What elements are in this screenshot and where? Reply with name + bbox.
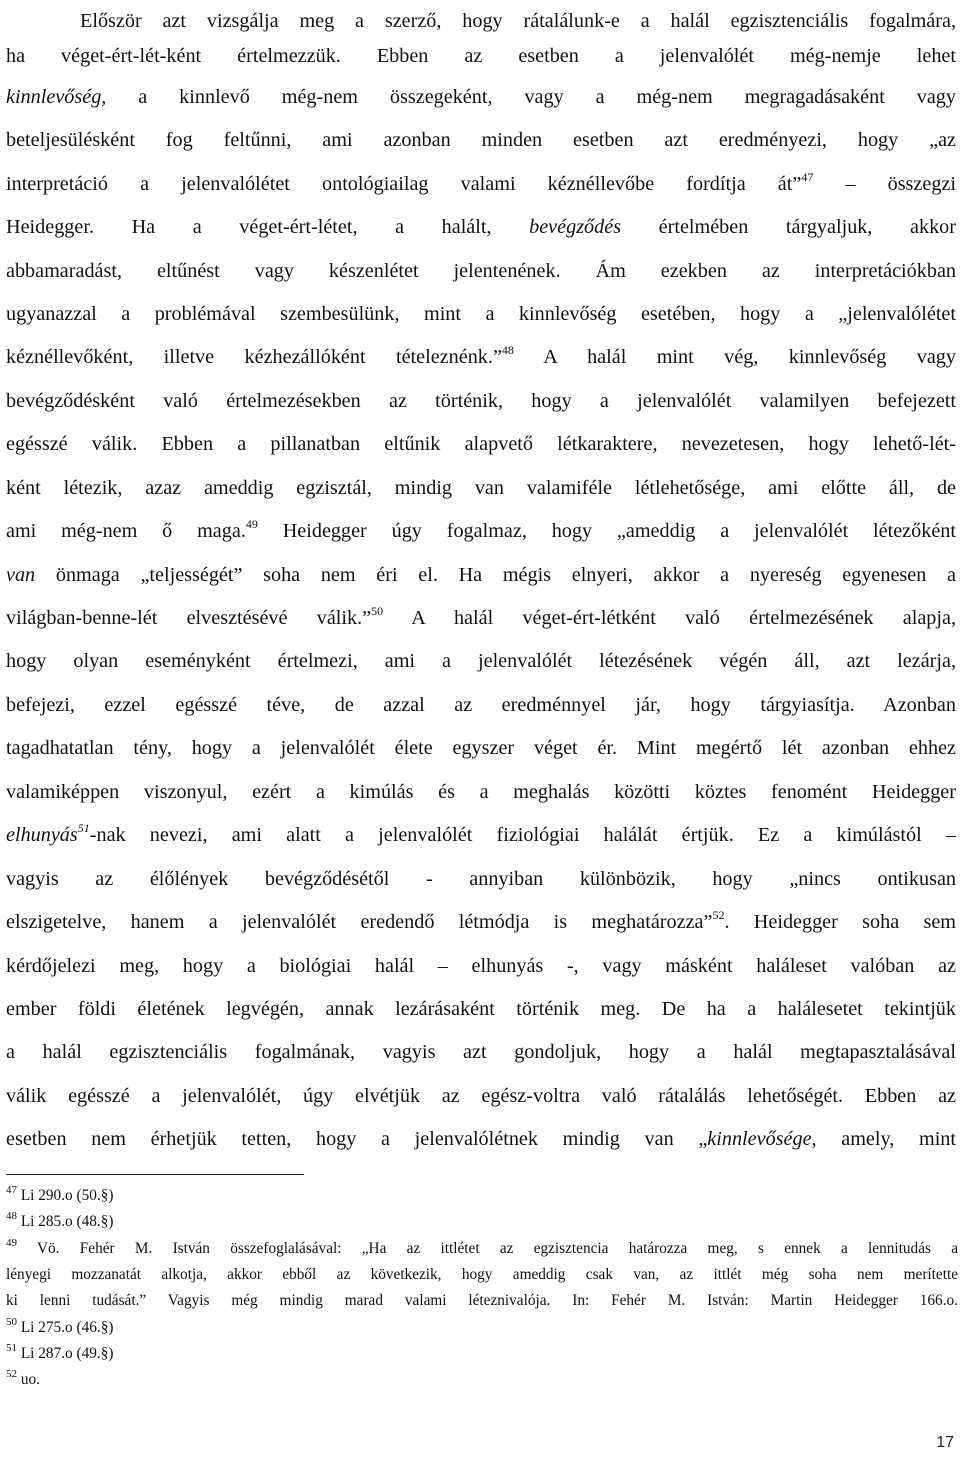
text-line: ha véget-ért-lét-ként értelmezzük. Ebben az esetben a jelenvalólét még-nemje lehet [6,45,956,67]
text-line: Először azt vizsgálja meg a szerző, hogy rátalálunk-e a halál egzisztenciális fogalmára, [80,10,956,32]
footnote-ref: 49 [245,517,258,531]
footnote: $^{47}$ Li 290.o (50.§) [6,1184,114,1204]
text-line: valamiképpen viszonyul, ezért a kimúlás és a meghalás közötti köztes fenomént Heidegger [6,781,956,803]
text-line: ként létezik, azaz ameddig egzisztál, mindig van valamiféle létlehetősége, ami előtte áll, de [6,477,956,499]
emphasis: kinnlevősége, [707,1128,817,1150]
text-line: beteljesülésként fog feltűnni, ami azonban minden esetben azt eredményezi, hogy „az [6,129,956,151]
text-line: interpretáció a jelenvalólétet ontológiailag valami kéznéllevőbe fordítja át”$^{47}$ – összegzi [6,170,957,195]
text-line: van önmaga „teljességét” soha nem éri el. Ha mégis elnyeri, akkor a nyereség egyenesen a [6,564,956,586]
footnote-number: 47 [6,1184,17,1196]
text-line: vagyis az élőlények bevégződésétől - annyiban különbözik, hogy „nincs ontikusan [6,868,956,890]
text-line: Heidegger. Ha a véget-ért-létet, a halált, bevégződés értelmében tárgyaljuk, akkor [6,216,956,238]
text-line: egésszé válik. Ebben a pillanatban eltűnik alapvető létkaraktere, nevezetesen, hogy lehető-lét- [6,433,956,455]
footnote: $^{48}$ Li 285.o (48.§) [6,1210,114,1230]
footnote-number: 51 [6,1342,17,1354]
text-line: esetben nem érhetjük tetten, hogy a jelenvalólétnek mindig van „kinnlevősége, amely, mint [6,1128,957,1150]
text-line: befejezi, ezzel egésszé téve, de azzal az eredménnyel jár, hogy tárgyiasítja. Azonban [6,694,956,716]
footnote-number: 50 [6,1316,17,1328]
text-line: válik egésszé a jelenvalólét, úgy elvétjük az egész-voltra való rátalálás lehetőségét. Ebben az [6,1085,956,1107]
footnote-continuation: ki lenni tudását.” Vagyis még mindig marad valami léteznivalója. In: Fehér M. István: Martin Heidegger 166.o. [6,1292,958,1309]
emphasis: elhunyás [6,824,78,846]
footnote: $^{49}$ Vö. Fehér M. István összefoglalásával: „Ha az ittlétet az egzisztencia határozza meg, s ennek a lennitudás a [6,1237,958,1257]
text-line: hogy olyan eseményként értelmezi, ami a jelenvalólét létezésének végén áll, azt lezárja, [6,650,956,672]
footnote-number: 52 [6,1368,17,1380]
text-line: elszigetelve, hanem a jelenvalólét eredendő létmódja is meghatározza”$^{52}$. Heidegger soha sem [6,908,956,933]
text-line: világban-benne-lét elvesztésévé válik.”$^{50}$ A halál véget-ért-létként való értelmezésének alapja, [6,604,957,629]
text-line: tagadhatatlan tény, hogy a jelenvalólét élete egyszer véget ér. Mint megértő lét azonban ehhez [6,737,956,759]
footnote-ref: 47 [801,170,814,184]
footnote-separator [6,1174,304,1175]
footnote: $^{51}$ Li 287.o (49.§) [6,1342,114,1362]
text-line: ember földi életének legvégén, annak lezárásaként történik meg. De ha a halálesetet tekintjük [6,998,956,1020]
text-line: kéznéllevőként, illetve kézhezállóként tételeznénk.”$^{48}$ A halál mint vég, kinnlevőség vagy [6,343,956,368]
emphasis: kinnlevőség, [6,86,107,108]
text-line: kérdőjelezi meg, hogy a biológiai halál – elhunyás -, vagy másként haláleset valóban az [6,955,956,977]
text-line: abbamaradást, eltűnést vagy készenlétet jelentenének. Ám ezekben az interpretációkban [6,260,956,282]
text-line: a halál egzisztenciális fogalmának, vagyis azt gondoljuk, hogy a halál megtapasztalásával [6,1041,956,1063]
text-line: elhunyás$^{51}$-nak nevezi, ami alatt a jelenvalólét fiziológiai halálát értjük. Ez a kimúlástól – [6,821,956,846]
footnote-number: 49 [6,1237,17,1249]
text-line: ugyanazzal a problémával szembesülünk, mint a kinnlevőség esetében, hogy a „jelenvalólétet [6,303,956,325]
text-line: ami még-nem ő maga.$^{49}$ Heidegger úgy fogalmaz, hogy „ameddig a jelenvalólét létezőként [6,517,956,542]
footnote-ref: 50 [371,604,384,618]
footnote-ref: 51 [77,821,90,835]
footnote: $^{52}$ uo. [6,1368,40,1388]
footnote: $^{50}$ Li 275.o (46.§) [6,1316,114,1336]
emphasis: van [6,564,36,586]
page-number: 17 [936,1434,954,1451]
text-line: kinnlevőség, a kinnlevő még-nem összegeként, vagy a még-nem megragadásaként vagy [6,86,956,108]
text-line: bevégződésként való értelmezésekben az történik, hogy a jelenvalólét valamilyen befejezett [6,390,956,412]
footnote-ref: 52 [712,908,725,922]
emphasis: bevégződés [529,216,622,238]
footnote-number: 48 [6,1210,17,1222]
footnote-continuation: lényegi mozzanatát alkotja, akkor ebből az következik, hogy ameddig csak van, az ittlét még soha nem merítette [6,1266,958,1283]
footnote-ref: 48 [501,343,514,357]
